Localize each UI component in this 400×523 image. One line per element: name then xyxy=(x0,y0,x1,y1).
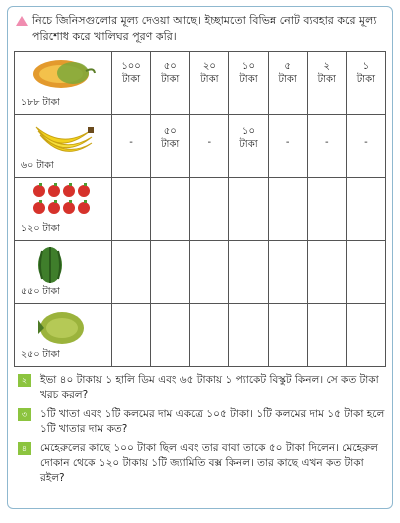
table-cell[interactable]: - xyxy=(307,115,346,178)
table-cell[interactable]: - xyxy=(346,115,385,178)
table-cell[interactable] xyxy=(190,241,229,304)
note-header: ১ টাকা xyxy=(346,52,385,115)
table-cell[interactable] xyxy=(112,241,151,304)
table-cell[interactable] xyxy=(268,241,307,304)
table-row xyxy=(15,115,386,178)
table-cell[interactable] xyxy=(151,241,190,304)
item-price: ৫৫০ টাকা xyxy=(21,286,60,297)
table-cell[interactable] xyxy=(112,304,151,367)
table-cell[interactable] xyxy=(229,304,268,367)
instruction-text: নিচে জিনিসগুলোর মূল্য দেওয়া আছে। ইচ্ছামতো বিভিন্ন নোট ব্যবহার করে মূল্য পরিশোধ করে খালিঘর পূরণ করি। xyxy=(32,14,377,43)
note-header: ২ টাকা xyxy=(307,52,346,115)
item-cell xyxy=(15,178,112,241)
question-number: ৪ xyxy=(18,442,31,455)
item-cell xyxy=(15,115,112,178)
table-cell[interactable]: ১০ টাকা xyxy=(229,115,268,178)
note-header: ৫ টাকা xyxy=(268,52,307,115)
table-cell[interactable]: - xyxy=(112,115,151,178)
question-text: ১টি খাতা এবং ১টি কলমের দাম একত্রে ১০৫ টাকা। ১টি কলমের দাম ১৫ টাকা হলে ১টি খাতার দাম কত? xyxy=(40,408,385,435)
table-cell[interactable] xyxy=(346,241,385,304)
question xyxy=(14,441,386,486)
question-number: ৩ xyxy=(18,408,31,421)
table-cell[interactable] xyxy=(151,178,190,241)
item-price: ১৮৮ টাকা xyxy=(21,97,60,108)
question xyxy=(14,373,386,403)
papaya-icon xyxy=(28,56,98,92)
instruction xyxy=(14,13,386,45)
question-number: ২ xyxy=(18,374,31,387)
item-cell xyxy=(15,241,112,304)
table-cell[interactable] xyxy=(112,178,151,241)
watermelon-icon xyxy=(28,245,98,285)
table-cell[interactable] xyxy=(268,304,307,367)
item-cell xyxy=(15,52,112,115)
table-cell[interactable] xyxy=(190,178,229,241)
table-row xyxy=(15,178,386,241)
worksheet-page xyxy=(7,6,393,509)
questions xyxy=(14,373,386,486)
item-price: ১২০ টাকা xyxy=(21,223,60,234)
table-cell[interactable] xyxy=(307,304,346,367)
table-cell[interactable] xyxy=(346,178,385,241)
table-cell[interactable] xyxy=(346,304,385,367)
item-price: ২৫০ টাকা xyxy=(21,349,60,360)
table-cell[interactable]: ৫০ টাকা xyxy=(151,115,190,178)
apples-icon xyxy=(28,182,98,218)
table-cell[interactable]: - xyxy=(190,115,229,178)
table-cell[interactable] xyxy=(190,304,229,367)
note-header: ২০ টাকা xyxy=(190,52,229,115)
banana-icon xyxy=(28,119,98,155)
table-cell[interactable] xyxy=(307,241,346,304)
table-header-row xyxy=(15,52,386,115)
table-cell[interactable] xyxy=(307,178,346,241)
table-cell[interactable] xyxy=(229,241,268,304)
table-cell[interactable]: - xyxy=(268,115,307,178)
table-row xyxy=(15,304,386,367)
question-text: ইভা ৪০ টাকায় ১ হালি ডিম এবং ৬৫ টাকায় ১ প্যাকেট বিস্কুট কিনল। সে কত টাকা খরচ করল? xyxy=(40,374,379,401)
item-price: ৬০ টাকা xyxy=(21,160,54,171)
table-cell[interactable] xyxy=(229,178,268,241)
note-header: ৫০ টাকা xyxy=(151,52,190,115)
table-row xyxy=(15,241,386,304)
item-cell xyxy=(15,304,112,367)
money-table xyxy=(14,51,386,367)
triangle-icon xyxy=(16,16,28,26)
table-cell[interactable] xyxy=(268,178,307,241)
table-cell[interactable] xyxy=(151,304,190,367)
question xyxy=(14,407,386,437)
jackfruit-icon xyxy=(28,308,98,348)
note-header: ১০০ টাকা xyxy=(112,52,151,115)
note-header: ১০ টাকা xyxy=(229,52,268,115)
question-text: মেহেরুলের কাছে ১০০ টাকা ছিল এবং তার বাবা তাকে ৫০ টাকা দিলেন। মেহেরুল দোকান থেকে ১২০ টাকায় ১টি জ্যামিতি বক্স কিনল। তার কাছে এখন কত টাকা রইল? xyxy=(40,442,378,484)
